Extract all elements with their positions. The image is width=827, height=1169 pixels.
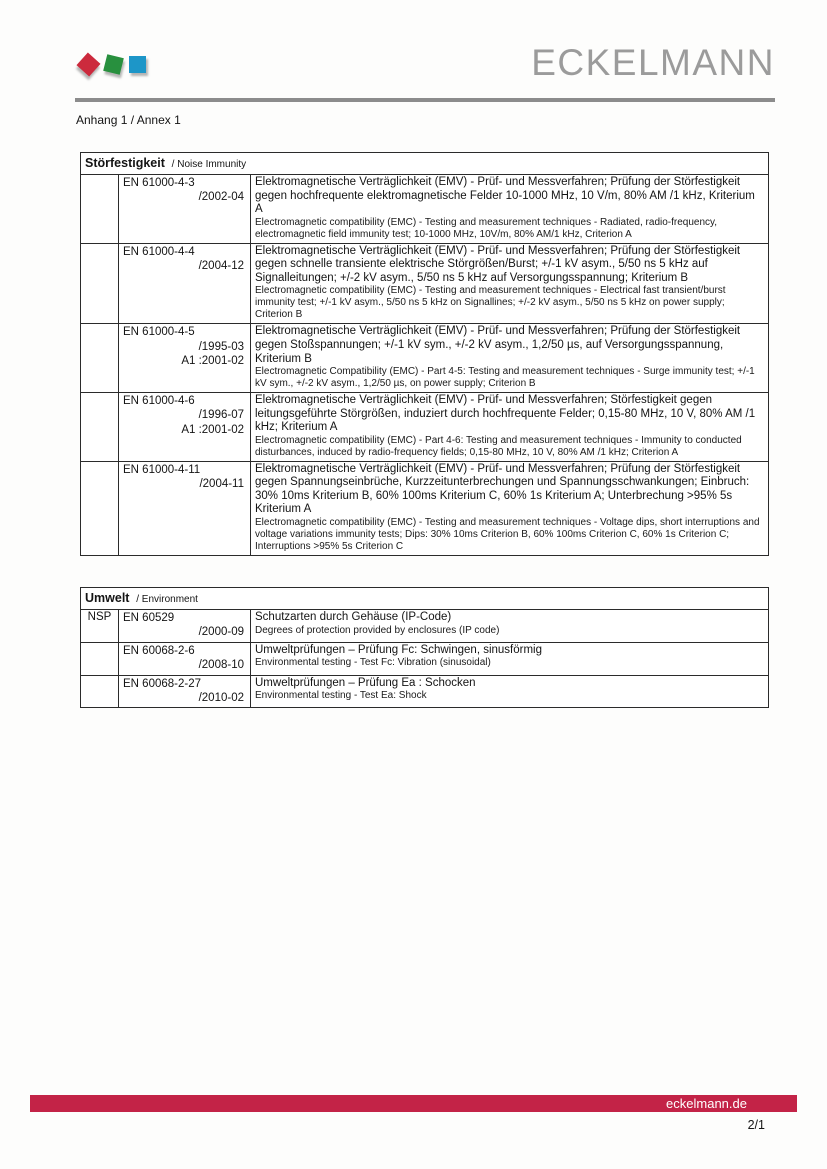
table-header-row	[81, 153, 769, 175]
description-en: Electromagnetic Compatibility (EMC) - Part 4-5: Testing and measurement techniques - Surge immunity test; +/-1 kV sym., +/-2 kV asym., 1,2/50 µs, on power supply; Criterion B	[255, 366, 755, 390]
nsp-cell	[81, 461, 119, 555]
description-cell	[251, 393, 769, 462]
logo-red-diamond-icon	[76, 52, 100, 76]
description-de: Elektromagnetische Verträglichkeit (EMV) - Prüf- und Messverfahren; Prüfung der Störfestigkeit gegen Spannungseinbrüche, Kurzzeitunterbrechungen und Spannungsschwankungen; Einbruch: 30% 10ms Kriterium B, 60% 100ms Kriterium C, 60% 1s Kriterium A; Unterbrechung >95% 5s Kriterium A	[255, 462, 750, 516]
standard-cell	[119, 243, 251, 324]
table-row	[81, 243, 769, 324]
nsp-cell	[81, 393, 119, 462]
table-row	[81, 393, 769, 462]
standard-date: /1996-07	[198, 409, 244, 422]
standard-amendment: A1 :2001-02	[181, 355, 244, 368]
nsp-cell	[81, 642, 119, 675]
standard-cell	[119, 393, 251, 462]
logo-blue-square-icon	[129, 56, 146, 73]
table-title-en: / Noise Immunity	[168, 159, 247, 170]
standard-number: EN 61000-4-4	[123, 245, 195, 258]
description-cell	[251, 324, 769, 393]
description-en: Environmental testing - Test Fc: Vibration (sinusoidal)	[255, 657, 491, 669]
nsp-cell	[81, 175, 119, 244]
table-title	[81, 153, 769, 175]
standard-cell	[119, 642, 251, 675]
table-row	[81, 324, 769, 393]
description-de: Elektromagnetische Verträglichkeit (EMV) - Prüf- und Messverfahren; Störfestigkeit gegen leitungsgeführte Störgrößen, induziert durch hochfrequente Felder; 0,15-80 MHz, 10 V, 80% AM /1 kHz; Kriterium A	[255, 394, 756, 434]
description-de: Elektromagnetische Verträglichkeit (EMV) - Prüf- und Messverfahren; Prüfung der Störfestigkeit gegen Stoßspannungen; +/-1 kV sym., +/-2 kV asym., 1,2/50 µs, auf Versorgungsspannung, Kriterium B	[255, 325, 741, 365]
page-number: 2/1	[747, 1118, 765, 1132]
description-en: Environmental testing - Test Ea: Shock	[255, 690, 427, 702]
nsp-cell	[81, 243, 119, 324]
table-title	[81, 588, 769, 610]
description-de: Elektromagnetische Verträglichkeit (EMV) - Prüf- und Messverfahren; Prüfung der Störfestigkeit gegen hochfrequente elektromagnetische Felder 10-1000 MHz, 10 V/m, 80% AM /1 kHz, Kriterium A	[255, 176, 755, 216]
standard-cell	[119, 175, 251, 244]
table-row	[81, 642, 769, 675]
table-row	[81, 175, 769, 244]
table-header-row	[81, 588, 769, 610]
nsp-cell	[81, 324, 119, 393]
standard-date: /1995-03	[198, 340, 244, 353]
standard-cell	[119, 324, 251, 393]
description-cell	[251, 243, 769, 324]
table-row	[81, 675, 769, 708]
environment-table	[80, 587, 769, 708]
description-cell	[251, 642, 769, 675]
content-area	[80, 152, 770, 708]
standard-date: /2010-02	[198, 691, 244, 704]
standard-number: EN 61000-4-5	[123, 326, 195, 339]
description-de: Elektromagnetische Verträglichkeit (EMV) - Prüf- und Messverfahren; Prüfung der Störfestigkeit gegen schnelle transiente elektrische Störgrößen/Burst; +/-1 kV asym., 5/50 ns 5 kHz auf Signalleitungen; +/-2 kV asym., 5/50 ns 5 kHz auf Versorgungsspannung; Kriterium B	[255, 244, 741, 284]
footer-url: eckelmann.de	[666, 1096, 747, 1111]
standard-amendment: A1 :2001-02	[181, 423, 244, 436]
logo-green-diamond-icon	[103, 54, 124, 75]
description-en: Electromagnetic compatibility (EMC) - Part 4-6: Testing and measurement techniques - Immunity to conducted disturbances, induced by radio-frequency fields; 0,15-80 MHz, 10 V, 80% AM /1 kHz; Criterion A	[255, 434, 742, 458]
standard-date: /2002-04	[198, 191, 244, 204]
eckelmann-logo	[76, 52, 166, 82]
standard-cell	[119, 610, 251, 643]
standard-date: /2004-11	[199, 478, 244, 491]
description-de: Schutzarten durch Gehäuse (IP-Code)	[255, 611, 452, 623]
description-en: Electromagnetic compatibility (EMC) - Testing and measurement techniques - Voltage dips, short interruptions and voltage variations immunity tests; Dips: 30% 10ms Criterion B, 60% 100ms Criterion C, 60% 1s Criterion C; Interruptions >95% 5s Criterion C	[255, 517, 760, 552]
table-title-en: / Environment	[133, 594, 198, 605]
description-cell	[251, 675, 769, 708]
standard-date: /2004-12	[198, 260, 244, 273]
description-de: Umweltprüfungen – Prüfung Ea : Schocken	[255, 676, 476, 689]
standard-number: EN 60529	[123, 612, 175, 624]
standard-number: EN 60068-2-27	[123, 677, 201, 690]
description-en: Degrees of protection provided by enclosures (IP code)	[255, 624, 500, 636]
description-en: Electromagnetic compatibility (EMC) - Testing and measurement techniques - Radiated, radio-frequency, electromagnetic field immunity test; 10-1000 MHz, 10V/m, 80% AM/1 kHz, Criterion A	[255, 216, 718, 240]
brand-wordmark: ECKELMANN	[531, 42, 775, 83]
standard-date: /2000-09	[198, 626, 244, 639]
standard-number: EN 61000-4-11	[123, 463, 201, 476]
table-row	[81, 610, 769, 643]
nsp-cell	[81, 675, 119, 708]
table-title-de: Störfestigkeit	[85, 156, 165, 170]
description-de: Umweltprüfungen – Prüfung Fc: Schwingen, sinusförmig	[255, 643, 543, 656]
description-cell	[251, 175, 769, 244]
table-title-de: Umwelt	[85, 591, 130, 605]
description-cell	[251, 610, 769, 643]
standard-cell	[119, 675, 251, 708]
nsp-cell: NSP	[81, 610, 119, 643]
header-divider	[75, 98, 775, 102]
standard-cell	[119, 461, 251, 555]
standard-date: /2008-10	[198, 659, 244, 672]
noise-immunity-table	[80, 152, 769, 556]
footer-bar	[30, 1095, 797, 1112]
standard-number: EN 60068-2-6	[123, 644, 195, 657]
description-en: Electromagnetic compatibility (EMC) - Testing and measurement techniques - Electrical fast transient/burst immunity test; +/-1 kV asym., 5/50 ns 5 kHz on Signallines; +/-2 kV asym., 5/50 ns 5 kHz on power supply; Criterion B	[255, 285, 726, 321]
description-cell	[251, 461, 769, 555]
standard-number: EN 61000-4-3	[123, 177, 195, 189]
annex-label: Anhang 1 / Annex 1	[76, 113, 181, 127]
standard-number: EN 61000-4-6	[123, 395, 195, 408]
table-row	[81, 461, 769, 555]
